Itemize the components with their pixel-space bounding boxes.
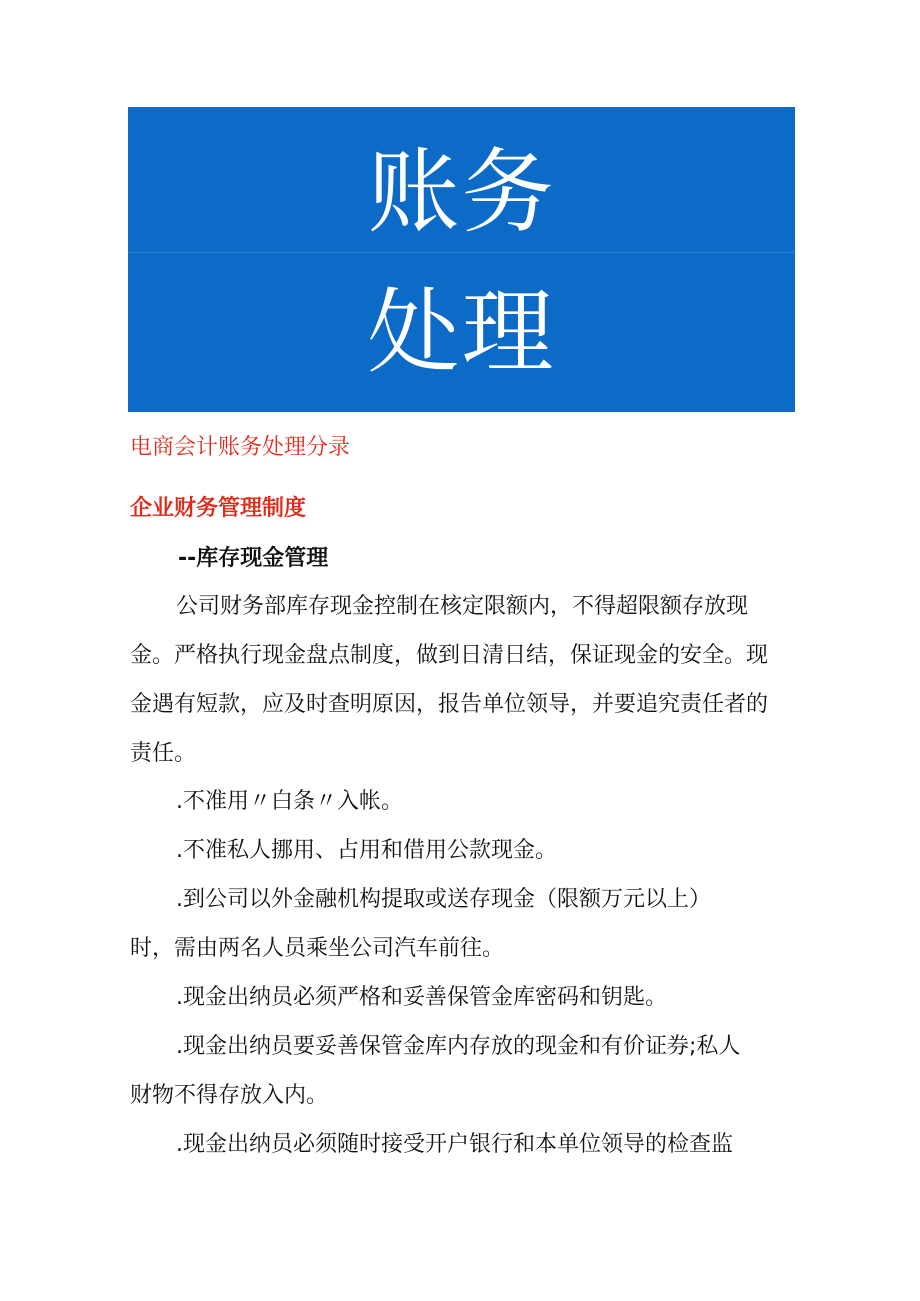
rule-item-3: [130, 875, 792, 973]
banner-title-line-2: 处理: [367, 279, 556, 386]
rule-line: 财物不得存放入内。: [130, 1083, 329, 1108]
rule-line: 时，需由两名人员乘坐公司汽车前往。: [130, 936, 505, 961]
section-title: 企业财务管理制度: [130, 496, 307, 521]
document-subtitle: 电商会计账务处理分录: [130, 435, 351, 460]
paragraph-line: 公司财务部库存现金控制在核定限额内，不得超限额存放现: [176, 594, 749, 619]
rule-line: .不准用〃白条〃入帐。: [176, 789, 403, 814]
title-banner: [128, 107, 795, 412]
rule-line: .不准私人挪用、占用和借用公款现金。: [176, 838, 557, 863]
rule-item-5: [130, 1022, 792, 1120]
rule-line: .现金出纳员要妥善保管金库内存放的现金和有价证券;私人: [176, 1034, 741, 1059]
banner-divider: [128, 252, 795, 253]
paragraph-line: 责任。: [130, 741, 197, 766]
rule-item-2: [130, 826, 792, 875]
rule-line: .现金出纳员必须随时接受开户银行和本单位领导的检查监: [176, 1132, 733, 1157]
rule-item-6: [130, 1120, 792, 1169]
paragraph-line: 金遇有短款，应及时查明原因，报告单位领导，并要追究责任者的: [130, 692, 769, 717]
banner-title-line-1: 账务: [367, 139, 556, 246]
paragraph-cash-control: [130, 582, 792, 778]
rule-line: .现金出纳员必须严格和妥善保管金库密码和钥匙。: [176, 985, 667, 1010]
rule-item-1: [130, 777, 792, 826]
subsection-heading: --库存现金管理: [178, 546, 329, 571]
rule-item-4: [130, 973, 792, 1022]
paragraph-line: 金。严格执行现金盘点制度，做到日清日结，保证现金的安全。现: [130, 643, 769, 668]
rule-line: .到公司以外金融机构提取或送存现金（限额万元以上）: [176, 887, 711, 912]
